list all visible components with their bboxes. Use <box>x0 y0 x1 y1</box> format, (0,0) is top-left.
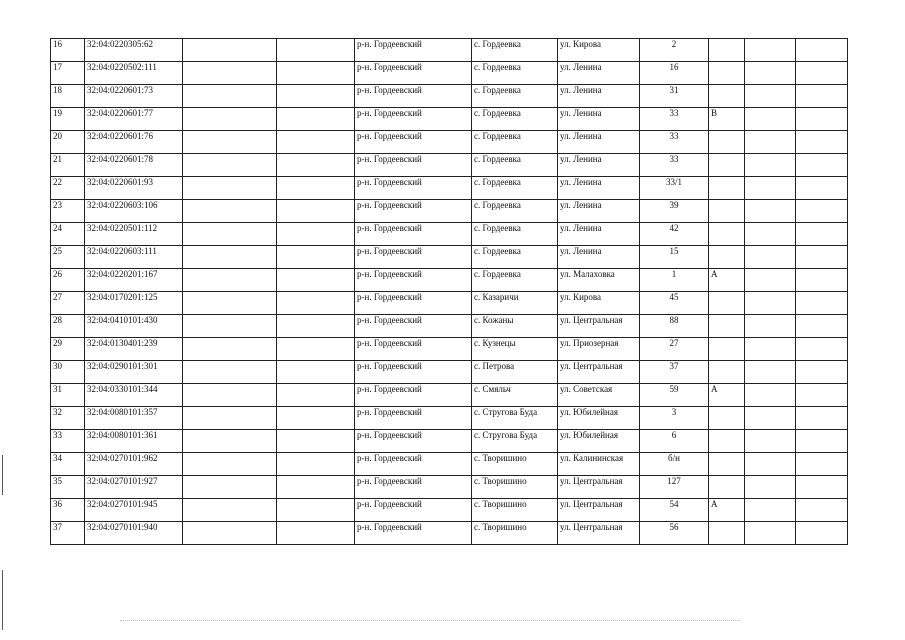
category-cell <box>709 338 745 361</box>
settlement-cell: с. Смяльч <box>472 384 558 407</box>
empty-cell-cell <box>796 338 848 361</box>
settlement-cell: с. Стругова Буда <box>472 407 558 430</box>
empty-cell-cell <box>796 522 848 545</box>
cadastral-number-cell: 32:04:0220305:62 <box>85 39 183 62</box>
district-cell: р-н. Гордеевский <box>355 269 472 292</box>
empty-cell-cell <box>796 246 848 269</box>
row-number-cell: 26 <box>51 269 85 292</box>
house-number-cell: 3 <box>640 407 709 430</box>
category-cell <box>709 200 745 223</box>
district-cell: р-н. Гордеевский <box>355 476 472 499</box>
empty-cell-cell <box>183 39 277 62</box>
table-row <box>51 292 848 315</box>
empty-cell-cell <box>796 361 848 384</box>
empty-cell-cell <box>745 499 796 522</box>
empty-cell-cell <box>277 223 355 246</box>
street-cell: ул. Кирова <box>558 292 640 315</box>
street-cell: ул. Приозерная <box>558 338 640 361</box>
empty-cell-cell <box>796 453 848 476</box>
cadastral-number-cell: 32:04:0170201:125 <box>85 292 183 315</box>
category-cell <box>709 430 745 453</box>
empty-cell-cell <box>183 131 277 154</box>
house-number-cell: б/н <box>640 453 709 476</box>
district-cell: р-н. Гордеевский <box>355 85 472 108</box>
empty-cell-cell <box>796 223 848 246</box>
settlement-cell: с. Гордеевка <box>472 154 558 177</box>
empty-cell-cell <box>796 108 848 131</box>
empty-cell-cell <box>277 361 355 384</box>
category-cell <box>709 223 745 246</box>
settlement-cell: с. Гордеевка <box>472 177 558 200</box>
table-row <box>51 223 848 246</box>
cadastral-number-cell: 32:04:0220502:111 <box>85 62 183 85</box>
district-cell: р-н. Гордеевский <box>355 384 472 407</box>
category-cell: А <box>709 499 745 522</box>
empty-cell-cell <box>277 338 355 361</box>
empty-cell-cell <box>277 476 355 499</box>
empty-cell-cell <box>796 499 848 522</box>
district-cell: р-н. Гордеевский <box>355 246 472 269</box>
empty-cell-cell <box>745 223 796 246</box>
table-row <box>51 407 848 430</box>
empty-cell-cell <box>277 39 355 62</box>
empty-cell-cell <box>745 269 796 292</box>
house-number-cell: 56 <box>640 522 709 545</box>
category-cell <box>709 177 745 200</box>
district-cell: р-н. Гордеевский <box>355 39 472 62</box>
row-number-cell: 28 <box>51 315 85 338</box>
empty-cell-cell <box>796 200 848 223</box>
row-number-cell: 31 <box>51 384 85 407</box>
row-number-cell: 22 <box>51 177 85 200</box>
district-cell: р-н. Гордеевский <box>355 200 472 223</box>
row-number-cell: 21 <box>51 154 85 177</box>
house-number-cell: 33 <box>640 154 709 177</box>
settlement-cell: с. Кузнецы <box>472 338 558 361</box>
house-number-cell: 37 <box>640 361 709 384</box>
empty-cell-cell <box>745 154 796 177</box>
empty-cell-cell <box>277 85 355 108</box>
table-row <box>51 430 848 453</box>
district-cell: р-н. Гордеевский <box>355 154 472 177</box>
district-cell: р-н. Гордеевский <box>355 315 472 338</box>
street-cell: ул. Центральная <box>558 315 640 338</box>
cadastral-number-cell: 32:04:0330101:344 <box>85 384 183 407</box>
house-number-cell: 2 <box>640 39 709 62</box>
cadastral-number-cell: 32:04:0220603:106 <box>85 200 183 223</box>
district-cell: р-н. Гордеевский <box>355 361 472 384</box>
street-cell: ул. Ленина <box>558 223 640 246</box>
empty-cell-cell <box>277 292 355 315</box>
empty-cell-cell <box>796 39 848 62</box>
district-cell: р-н. Гордеевский <box>355 430 472 453</box>
empty-cell-cell <box>796 430 848 453</box>
empty-cell-cell <box>277 62 355 85</box>
table-row <box>51 522 848 545</box>
category-cell <box>709 154 745 177</box>
cadastral-number-cell: 32:04:0270101:940 <box>85 522 183 545</box>
category-cell <box>709 476 745 499</box>
district-cell: р-н. Гордеевский <box>355 108 472 131</box>
house-number-cell: 31 <box>640 85 709 108</box>
empty-cell-cell <box>745 62 796 85</box>
registry-body <box>51 39 848 545</box>
empty-cell-cell <box>796 476 848 499</box>
cadastral-number-cell: 32:04:0130401:239 <box>85 338 183 361</box>
empty-cell-cell <box>183 315 277 338</box>
empty-cell-cell <box>796 154 848 177</box>
street-cell: ул. Калининская <box>558 453 640 476</box>
category-cell <box>709 361 745 384</box>
empty-cell-cell <box>745 338 796 361</box>
category-cell: В <box>709 108 745 131</box>
district-cell: р-н. Гордеевский <box>355 223 472 246</box>
district-cell: р-н. Гордеевский <box>355 131 472 154</box>
street-cell: ул. Малаховка <box>558 269 640 292</box>
category-cell <box>709 85 745 108</box>
district-cell: р-н. Гордеевский <box>355 62 472 85</box>
house-number-cell: 16 <box>640 62 709 85</box>
category-cell <box>709 407 745 430</box>
house-number-cell: 59 <box>640 384 709 407</box>
table-row <box>51 499 848 522</box>
empty-cell-cell <box>183 154 277 177</box>
settlement-cell: с. Творишино <box>472 476 558 499</box>
street-cell: ул. Центральная <box>558 522 640 545</box>
empty-cell-cell <box>745 39 796 62</box>
district-cell: р-н. Гордеевский <box>355 453 472 476</box>
empty-cell-cell <box>745 476 796 499</box>
settlement-cell: с. Гордеевка <box>472 246 558 269</box>
street-cell: ул. Ленина <box>558 246 640 269</box>
empty-cell-cell <box>183 292 277 315</box>
scan-edge-mark <box>2 570 3 630</box>
empty-cell-cell <box>183 177 277 200</box>
house-number-cell: 6 <box>640 430 709 453</box>
settlement-cell: с. Гордеевка <box>472 131 558 154</box>
house-number-cell: 42 <box>640 223 709 246</box>
empty-cell-cell <box>183 430 277 453</box>
street-cell: ул. Ленина <box>558 108 640 131</box>
empty-cell-cell <box>277 200 355 223</box>
house-number-cell: 54 <box>640 499 709 522</box>
district-cell: р-н. Гордеевский <box>355 522 472 545</box>
cadastral-number-cell: 32:04:0290101:301 <box>85 361 183 384</box>
empty-cell-cell <box>183 62 277 85</box>
settlement-cell: с. Гордеевка <box>472 269 558 292</box>
house-number-cell: 39 <box>640 200 709 223</box>
table-row <box>51 315 848 338</box>
house-number-cell: 27 <box>640 338 709 361</box>
row-number-cell: 19 <box>51 108 85 131</box>
settlement-cell: с. Гордеевка <box>472 200 558 223</box>
empty-cell-cell <box>277 407 355 430</box>
row-number-cell: 32 <box>51 407 85 430</box>
table-row <box>51 154 848 177</box>
settlement-cell: с. Петрова <box>472 361 558 384</box>
table-row <box>51 361 848 384</box>
table-row <box>51 177 848 200</box>
empty-cell-cell <box>277 522 355 545</box>
table-row <box>51 384 848 407</box>
street-cell: ул. Центральная <box>558 499 640 522</box>
row-number-cell: 16 <box>51 39 85 62</box>
empty-cell-cell <box>796 177 848 200</box>
empty-cell-cell <box>745 384 796 407</box>
house-number-cell: 1 <box>640 269 709 292</box>
settlement-cell: с. Творишино <box>472 522 558 545</box>
settlement-cell: с. Творишино <box>472 453 558 476</box>
empty-cell-cell <box>796 131 848 154</box>
street-cell: ул. Центральная <box>558 476 640 499</box>
empty-cell-cell <box>277 453 355 476</box>
empty-cell-cell <box>183 384 277 407</box>
row-number-cell: 24 <box>51 223 85 246</box>
empty-cell-cell <box>183 200 277 223</box>
table-row <box>51 269 848 292</box>
street-cell: ул. Ленина <box>558 62 640 85</box>
cadastral-number-cell: 32:04:0220601:78 <box>85 154 183 177</box>
row-number-cell: 30 <box>51 361 85 384</box>
district-cell: р-н. Гордеевский <box>355 338 472 361</box>
street-cell: ул. Советская <box>558 384 640 407</box>
empty-cell-cell <box>796 407 848 430</box>
empty-cell-cell <box>745 108 796 131</box>
settlement-cell: с. Гордеевка <box>472 62 558 85</box>
table-row <box>51 200 848 223</box>
category-cell <box>709 246 745 269</box>
empty-cell-cell <box>745 430 796 453</box>
house-number-cell: 45 <box>640 292 709 315</box>
settlement-cell: с. Гордеевка <box>472 108 558 131</box>
row-number-cell: 20 <box>51 131 85 154</box>
empty-cell-cell <box>183 361 277 384</box>
street-cell: ул. Юбилейная <box>558 430 640 453</box>
row-number-cell: 35 <box>51 476 85 499</box>
settlement-cell: с. Кожаны <box>472 315 558 338</box>
row-number-cell: 37 <box>51 522 85 545</box>
empty-cell-cell <box>745 453 796 476</box>
table-row <box>51 246 848 269</box>
empty-cell-cell <box>745 407 796 430</box>
empty-cell-cell <box>796 85 848 108</box>
empty-cell-cell <box>277 108 355 131</box>
empty-cell-cell <box>745 292 796 315</box>
cadastral-number-cell: 32:04:0220601:76 <box>85 131 183 154</box>
cadastral-number-cell: 32:04:0220601:93 <box>85 177 183 200</box>
row-number-cell: 23 <box>51 200 85 223</box>
empty-cell-cell <box>277 154 355 177</box>
empty-cell-cell <box>183 453 277 476</box>
empty-cell-cell <box>183 269 277 292</box>
empty-cell-cell <box>183 476 277 499</box>
cadastral-number-cell: 32:04:0220601:77 <box>85 108 183 131</box>
row-number-cell: 33 <box>51 430 85 453</box>
empty-cell-cell <box>745 315 796 338</box>
empty-cell-cell <box>183 85 277 108</box>
table-row <box>51 62 848 85</box>
empty-cell-cell <box>745 131 796 154</box>
empty-cell-cell <box>745 522 796 545</box>
row-number-cell: 27 <box>51 292 85 315</box>
settlement-cell: с. Гордеевка <box>472 223 558 246</box>
category-cell <box>709 131 745 154</box>
empty-cell-cell <box>277 430 355 453</box>
row-number-cell: 34 <box>51 453 85 476</box>
category-cell <box>709 62 745 85</box>
empty-cell-cell <box>183 108 277 131</box>
empty-cell-cell <box>277 131 355 154</box>
row-number-cell: 36 <box>51 499 85 522</box>
row-number-cell: 18 <box>51 85 85 108</box>
street-cell: ул. Кирова <box>558 39 640 62</box>
row-number-cell: 25 <box>51 246 85 269</box>
row-number-cell: 29 <box>51 338 85 361</box>
district-cell: р-н. Гордеевский <box>355 499 472 522</box>
category-cell <box>709 39 745 62</box>
empty-cell-cell <box>745 200 796 223</box>
empty-cell-cell <box>796 62 848 85</box>
cadastral-number-cell: 32:04:0080101:361 <box>85 430 183 453</box>
house-number-cell: 33/1 <box>640 177 709 200</box>
street-cell: ул. Ленина <box>558 131 640 154</box>
cadastral-number-cell: 32:04:0080101:357 <box>85 407 183 430</box>
empty-cell-cell <box>796 384 848 407</box>
cadastral-number-cell: 32:04:0220601:73 <box>85 85 183 108</box>
table-row <box>51 131 848 154</box>
empty-cell-cell <box>183 407 277 430</box>
cadastral-number-cell: 32:04:0270101:962 <box>85 453 183 476</box>
scan-edge-mark <box>2 455 3 495</box>
empty-cell-cell <box>745 361 796 384</box>
table-row <box>51 453 848 476</box>
empty-cell-cell <box>745 246 796 269</box>
street-cell: ул. Ленина <box>558 154 640 177</box>
empty-cell-cell <box>277 246 355 269</box>
category-cell <box>709 292 745 315</box>
table-row <box>51 476 848 499</box>
empty-cell-cell <box>796 269 848 292</box>
empty-cell-cell <box>183 499 277 522</box>
empty-cell-cell <box>277 177 355 200</box>
category-cell: А <box>709 384 745 407</box>
empty-cell-cell <box>277 499 355 522</box>
table-row <box>51 85 848 108</box>
settlement-cell: с. Гордеевка <box>472 39 558 62</box>
scan-noise <box>120 620 740 622</box>
empty-cell-cell <box>277 384 355 407</box>
cadastral-number-cell: 32:04:0220603:111 <box>85 246 183 269</box>
house-number-cell: 33 <box>640 131 709 154</box>
street-cell: ул. Ленина <box>558 200 640 223</box>
category-cell: А <box>709 269 745 292</box>
settlement-cell: с. Гордеевка <box>472 85 558 108</box>
street-cell: ул. Ленина <box>558 177 640 200</box>
cadastral-number-cell: 32:04:0270101:945 <box>85 499 183 522</box>
empty-cell-cell <box>745 177 796 200</box>
row-number-cell: 17 <box>51 62 85 85</box>
empty-cell-cell <box>277 315 355 338</box>
empty-cell-cell <box>183 246 277 269</box>
table-row <box>51 338 848 361</box>
district-cell: р-н. Гордеевский <box>355 407 472 430</box>
table-row <box>51 39 848 62</box>
empty-cell-cell <box>183 522 277 545</box>
cadastral-number-cell: 32:04:0220501:112 <box>85 223 183 246</box>
house-number-cell: 88 <box>640 315 709 338</box>
district-cell: р-н. Гордеевский <box>355 177 472 200</box>
settlement-cell: с. Стругова Буда <box>472 430 558 453</box>
settlement-cell: с. Творишино <box>472 499 558 522</box>
category-cell <box>709 522 745 545</box>
street-cell: ул. Ленина <box>558 85 640 108</box>
cadastral-number-cell: 32:04:0220201:167 <box>85 269 183 292</box>
street-cell: ул. Юбилейная <box>558 407 640 430</box>
house-number-cell: 15 <box>640 246 709 269</box>
empty-cell-cell <box>796 292 848 315</box>
street-cell: ул. Центральная <box>558 361 640 384</box>
district-cell: р-н. Гордеевский <box>355 292 472 315</box>
empty-cell-cell <box>796 315 848 338</box>
empty-cell-cell <box>183 338 277 361</box>
category-cell <box>709 453 745 476</box>
settlement-cell: с. Казаричи <box>472 292 558 315</box>
table-row <box>51 108 848 131</box>
empty-cell-cell <box>277 269 355 292</box>
property-registry-table <box>50 38 848 545</box>
empty-cell-cell <box>183 223 277 246</box>
cadastral-number-cell: 32:04:0270101:927 <box>85 476 183 499</box>
house-number-cell: 127 <box>640 476 709 499</box>
house-number-cell: 33 <box>640 108 709 131</box>
category-cell <box>709 315 745 338</box>
empty-cell-cell <box>745 85 796 108</box>
cadastral-number-cell: 32:04:0410101:430 <box>85 315 183 338</box>
